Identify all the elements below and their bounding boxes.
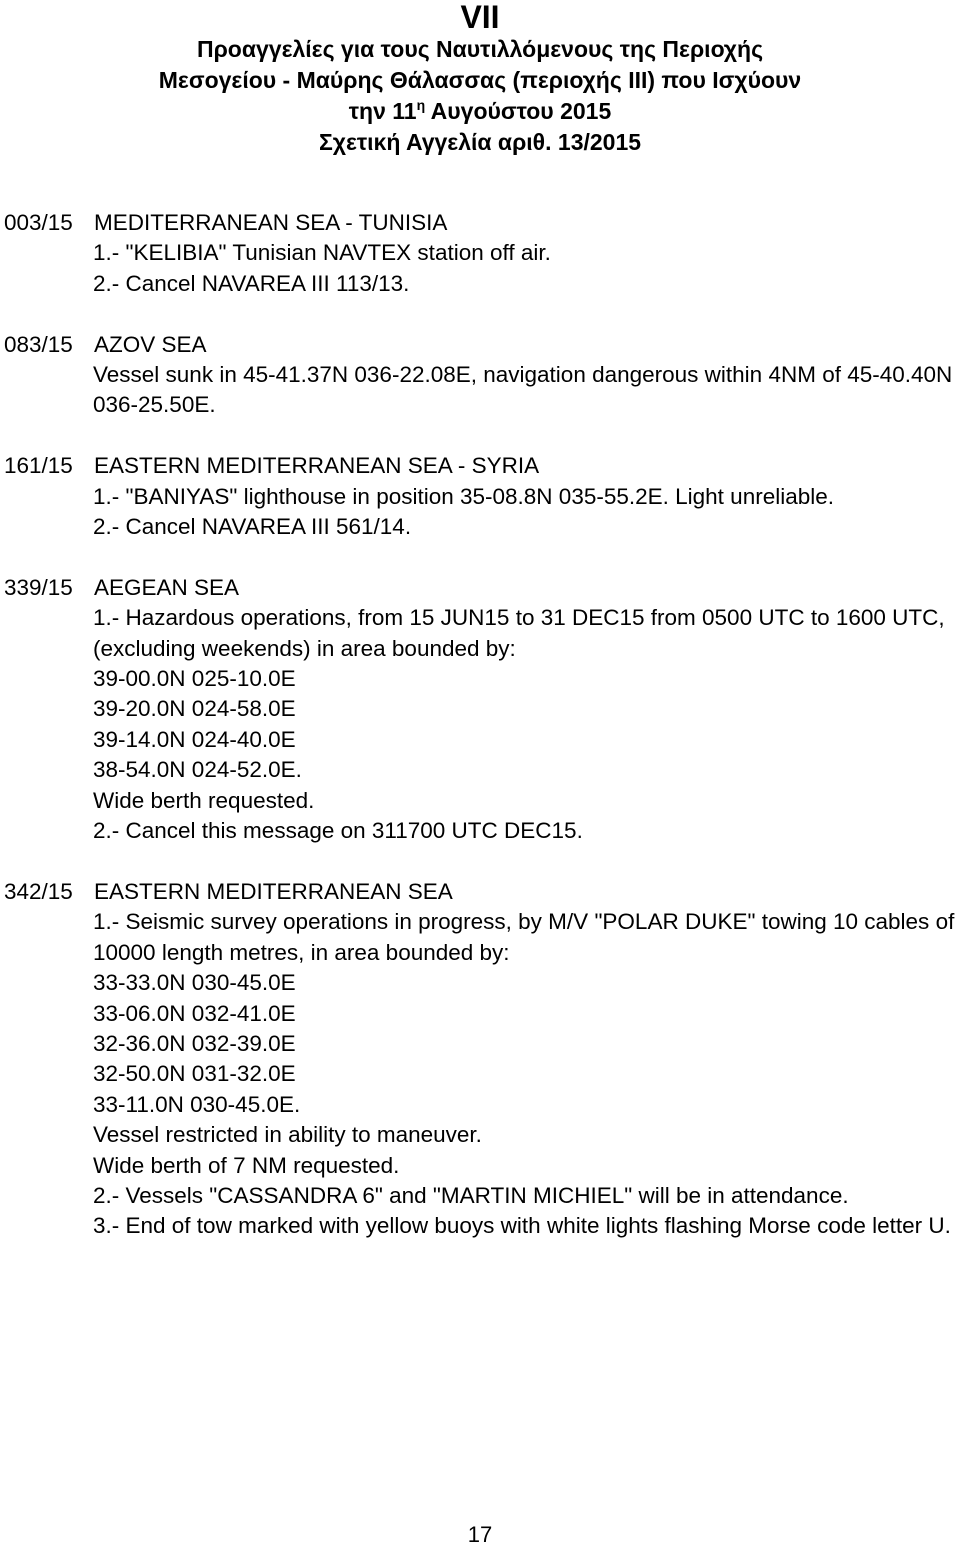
header-date-superscript: η <box>416 97 426 113</box>
notice-heading <box>4 573 956 603</box>
notice-heading <box>4 208 956 238</box>
notice-ref: 003/15 <box>4 210 73 235</box>
notice-area: AEGEAN SEA <box>94 574 240 600</box>
notice-area: AZOV SEA <box>94 331 207 357</box>
notice-line: 1.- "BANIYAS" lighthouse in position 35-08.8N 035-55.2E. Light unreliable. <box>93 483 835 509</box>
header-date-prefix: την 11 <box>348 98 417 124</box>
coordinate-line: 32-36.0N 032-39.0E <box>93 1030 296 1056</box>
header-date-suffix: Αυγούστου 2015 <box>425 98 612 124</box>
notice-line: 3.- End of tow marked with yellow buoys with white lights flashing Morse code letter U. <box>93 1213 951 1239</box>
notice-area: MEDITERRANEAN SEA - TUNISIA <box>94 210 448 235</box>
page-number: 17 <box>467 1522 493 1547</box>
notice-area: EASTERN MEDITERRANEAN SEA <box>94 878 453 904</box>
header-title-line-1: Προαγγελίες για τους Ναυτιλλόμενους της Περιοχής <box>196 36 764 62</box>
notice-line: Wide berth of 7 NM requested. <box>93 1152 400 1178</box>
header-date-line <box>0 96 960 127</box>
coordinate-line: 33-06.0N 032-41.0E <box>93 1000 296 1026</box>
notice-ref: 342/15 <box>4 878 73 904</box>
notice-ref: 083/15 <box>4 331 73 357</box>
notice-ref: 161/15 <box>4 453 73 479</box>
notices-list <box>4 208 956 1242</box>
notice-line: Vessel sunk in 45-41.37N 036-22.08E, navigation dangerous within 4NM of 45-40.40N 036-25.50E. <box>93 362 953 418</box>
notice-161-15 <box>4 451 956 542</box>
notice-line: Vessel restricted in ability to maneuver. <box>93 1122 482 1148</box>
notice-heading <box>4 877 956 907</box>
notice-line: 2.- Cancel NAVAREA III 561/14. <box>93 514 412 540</box>
coordinate-line: 33-33.0N 030-45.0E <box>93 970 296 996</box>
coordinate-line: 39-14.0N 024-40.0E <box>93 726 296 752</box>
header-title-line-2: Μεσογείου - Μαύρης Θάλασσας (περιοχής ΙΙΙ) που Ισχύουν <box>158 67 802 93</box>
notice-area: EASTERN MEDITERRANEAN SEA - SYRIA <box>94 453 540 479</box>
coordinate-line: 39-20.0N 024-58.0E <box>93 696 296 722</box>
notice-heading <box>4 451 956 481</box>
notice-339-15 <box>4 573 956 847</box>
notice-line: 1.- Hazardous operations, from 15 JUN15 to 31 DEC15 from 0500 UTC to 1600 UTC, (excluding weekends) in area bounded by: <box>93 605 945 661</box>
notice-heading <box>4 330 956 360</box>
notice-083-15 <box>4 330 956 421</box>
header-reference-line: Σχετική Αγγελία αριθ. 13/2015 <box>318 129 642 155</box>
coordinate-line: 39-00.0N 025-10.0E <box>93 666 296 692</box>
coordinate-line: 33-11.0N 030-45.0E. <box>93 1091 301 1117</box>
notice-003-15 <box>4 208 956 299</box>
coordinate-line: 38-54.0N 024-52.0E. <box>93 757 302 783</box>
notice-line: 2.- Cancel this message on 311700 UTC DEC15. <box>93 818 583 844</box>
coordinate-line: 32-50.0N 031-32.0E <box>93 1061 296 1087</box>
notice-line: Wide berth requested. <box>93 787 315 813</box>
notice-line: 2.- Vessels "CASSANDRA 6" and "MARTIN MICHIEL" will be in attendance. <box>93 1182 849 1208</box>
document-header <box>0 0 960 158</box>
notice-line: 2.- Cancel NAVAREA III 113/13. <box>93 270 410 296</box>
notice-ref: 339/15 <box>4 574 73 600</box>
notice-line: 1.- "KELIBIA" Tunisian NAVTEX station off air. <box>93 240 551 266</box>
notice-line: 1.- Seismic survey operations in progress, by M/V "POLAR DUKE" towing 10 cables of 10000 length metres, in area bounded by: <box>93 909 955 965</box>
notice-342-15 <box>4 877 956 1242</box>
chapter-number: VII <box>460 0 500 35</box>
